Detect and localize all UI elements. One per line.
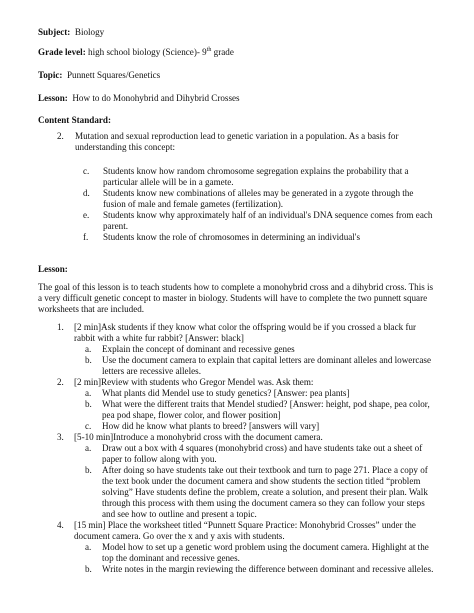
standard-item-text: Students know new combinations of alleles may be generated in a zygote through the fusion of male and female gametes (fertilization). xyxy=(103,188,414,209)
lesson-step-marker: 3. xyxy=(57,432,64,442)
lesson-substep xyxy=(85,355,438,377)
lesson-heading xyxy=(38,264,438,275)
lesson-substep-marker: c. xyxy=(85,421,92,431)
lesson-substep xyxy=(85,388,438,399)
lesson-substep xyxy=(85,421,438,432)
standard-item xyxy=(83,232,438,243)
content-standard-label: Content Standard: xyxy=(38,115,112,125)
grade-superscript: th xyxy=(206,46,212,53)
lesson-substeps xyxy=(57,388,438,432)
lesson-substep-text: What were the different traits that Mendel studied? [Answer: height, pod shape, pea color, pea pod shape, flower color, and flower position] xyxy=(102,399,430,420)
lesson-substep-text: Write notes in the margin reviewing the difference between dominant and recessive alleles. xyxy=(102,564,434,574)
standard-item-text: Students know why approximately half of an individual's DNA sequence comes from each parent. xyxy=(103,210,433,231)
lesson-step-marker: 1. xyxy=(57,322,64,332)
lesson-step-text: [5-10 min]Introduce a monohybrid cross with the document camera. xyxy=(74,432,323,442)
lesson-steps xyxy=(57,322,438,575)
lesson-substep-text: Explain the concept of dominant and recessive genes xyxy=(102,344,295,354)
subject-label: Subject: xyxy=(38,27,71,37)
lesson-step-text: [2 min]Ask students if they know what color the offspring would be if you crossed a black fur rabbit with a white fur rabbit? [Answer: black] xyxy=(74,322,417,343)
lesson-substep-text: Model how to set up a genetic word problem using the document camera. Highlight at the top the dominant and recessive genes. xyxy=(102,542,429,563)
standard-block xyxy=(57,131,438,243)
lesson-title-value: How to do Monohybrid and Dihybrid Crosses xyxy=(72,93,240,103)
lesson-title-label: Lesson: xyxy=(38,93,68,103)
lesson-substep xyxy=(85,399,438,421)
lesson-substep-marker: a. xyxy=(85,542,92,552)
lesson-substep xyxy=(85,344,438,355)
standard-item xyxy=(83,188,438,210)
lesson-step-text: [2 min]Review with students who Gregor Mendel was. Ask them: xyxy=(74,377,314,387)
lesson-step-marker: 4. xyxy=(57,520,64,530)
standard-statement xyxy=(57,131,438,153)
standard-item-text: Students know how random chromosome segregation explains the probability that a particular allele will be in a gamete. xyxy=(103,166,409,187)
lesson-step-marker: 2. xyxy=(57,377,64,387)
lesson-substep-text: After doing so have students take out their textbook and turn to page 271. Place a copy of the text book under the document camera and show students the section titled “problem solving” Have students define the problem, create a solution, and present their plan. Walk through this process with them using the document camera so they can follow your steps and see how to outline and present a topic. xyxy=(102,465,428,519)
lesson-substeps xyxy=(57,542,438,575)
topic-label: Topic: xyxy=(38,70,63,80)
standard-item-marker: e. xyxy=(83,210,90,220)
standard-item xyxy=(83,210,438,232)
subject-line xyxy=(38,27,438,38)
lesson-substep xyxy=(85,564,438,575)
topic-line xyxy=(38,70,438,81)
standard-items xyxy=(57,166,438,243)
lesson-substeps xyxy=(57,443,438,520)
standard-marker: 2. xyxy=(57,131,64,141)
lesson-substep-marker: b. xyxy=(85,465,92,475)
content-standard-heading xyxy=(38,115,438,126)
lesson-substep-text: What plants did Mendel use to study genetics? [Answer: pea plants] xyxy=(102,388,350,398)
lesson-step xyxy=(57,432,438,443)
lesson-step xyxy=(57,520,438,542)
lesson-substep-text: Draw out a box with 4 squares (monohybrid cross) and have students take out a sheet of paper to follow along with you. xyxy=(102,443,423,464)
lesson-substep-text: How did he know what plants to breed? [answers will vary] xyxy=(102,421,320,431)
topic-value: Punnett Squares/Genetics xyxy=(66,70,161,80)
lesson-substep-marker: b. xyxy=(85,355,92,365)
standard-text: Mutation and sexual reproduction lead to genetic variation in a population. As a basis for understanding this concept: xyxy=(75,131,399,152)
standard-item-text: Students know the role of chromosomes in determining an individual's xyxy=(103,232,360,242)
lesson-intro: The goal of this lesson is to teach students how to complete a monohybrid cross and a dihybrid cross. This is a very difficult genetic concept to master in biology. Students will have to complete the two punnett square worksheets that are included. xyxy=(38,282,434,314)
lesson-step xyxy=(57,377,438,388)
lesson-title-line xyxy=(38,93,438,104)
standard-item xyxy=(83,166,438,188)
lesson-heading-label: Lesson: xyxy=(38,264,68,274)
lesson-substep-marker: a. xyxy=(85,388,92,398)
lesson-substep xyxy=(85,443,438,465)
standard-item-marker: f. xyxy=(83,232,89,242)
lesson-substep xyxy=(85,542,438,564)
lesson-step xyxy=(57,322,438,344)
lesson-substep-marker: b. xyxy=(85,399,92,409)
lesson-step-text: [15 min] Place the worksheet titled “Punnett Square Practice: Monohybrid Crosses” under the document camera. Go over the x and y axis with students. xyxy=(74,520,416,541)
grade-label: Grade level: xyxy=(38,47,86,57)
lesson-substep-text: Use the document camera to explain that capital letters are dominant alleles and lowercase letters are recessive alleles. xyxy=(102,355,432,376)
grade-suffix: grade xyxy=(213,47,234,57)
grade-line xyxy=(38,47,438,58)
lesson-substep-marker: a. xyxy=(85,443,92,453)
standard-item-marker: d. xyxy=(83,188,90,198)
grade-value: high school biology (Science)- 9 xyxy=(88,47,207,57)
lesson-substep-marker: a. xyxy=(85,344,92,354)
lesson-substep xyxy=(85,465,438,520)
standard-item-marker: c. xyxy=(83,166,90,176)
lesson-substep-marker: b. xyxy=(85,564,92,574)
lesson-substeps xyxy=(57,344,438,377)
subject-value: Biology xyxy=(74,27,105,37)
